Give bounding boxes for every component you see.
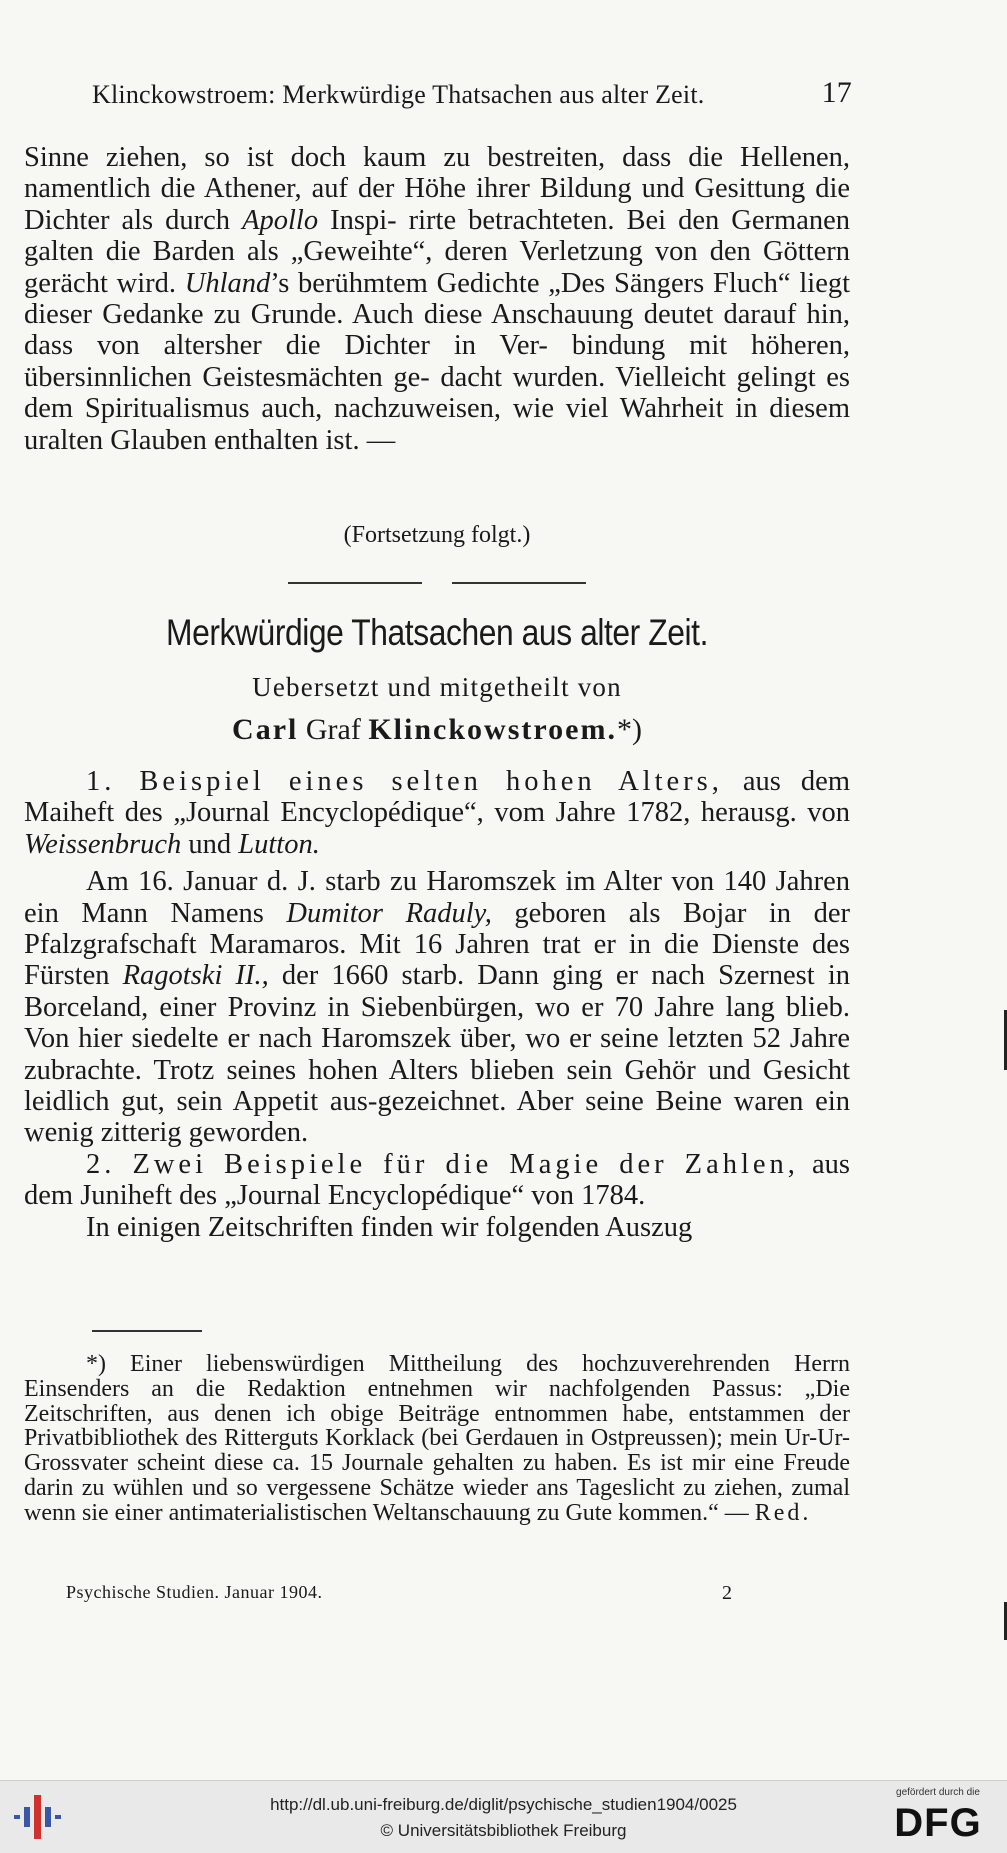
item-1-paragraph: 1. Beispiel eines selten hohen Alters, aus dem Maiheft des „Journal Encyclopédique“, vom Jahre 1782, herausg. von Weissenbruch und Lutton. [24,766,850,860]
dfg-logo[interactable] [883,1787,993,1849]
article-body [24,766,850,1243]
continuation-paragraph: Sinne ziehen, so ist doch kaum zu bestreiten, dass die Hellenen, namentlich die Athener, auf der Höhe ihrer Bildung und Gesittung die Dichter als durch Apollo Inspi- rirte betrachteten. Bei den Germanen galten die Barden als „Geweihte“, deren Verletzung von den Göttern gerächt wird. Uhland’s berühmtem Gedichte „Des Sängers Fluch“ liegt dieser Gedanke zu Grunde. Auch diese Anschauung deutet darauf hin, dass von altersher die Dichter in Ver- bindung mit höheren, übersinnlichen Geistesmächten ge- dacht wurden. Vielleicht gelingt es dem Spiritualismus auch, nachzuweisen, wie viel Wahrheit in diesem uralten Glauben enthalten ist. — [24,142,851,456]
item-2-text: In einigen Zeitschriften finden wir folgenden Auszug [86,1211,693,1243]
running-head [92,76,852,110]
copyright-text: © Universitätsbibliothek Freiburg [380,1821,627,1840]
footnote-rule [92,1330,202,1332]
funding-caption: gefördert durch die [896,1787,980,1798]
viewer-footer-bar [0,1780,1007,1853]
dfg-logo-text: DFG [894,1801,982,1845]
signature-mark: 2 [722,1582,733,1604]
document-url-link[interactable]: http://dl.ub.uni-freiburg.de/diglit/psychische_studien1904/0025 [270,1795,737,1814]
journal-footer: Psychische Studien. Januar 1904. [66,1582,323,1602]
page-number: 17 [821,76,852,109]
section-divider-right [452,582,586,584]
continuation-note: (Fortsetzung folgt.) [343,522,531,548]
item-2-paragraph: 2. Zwei Beispiele für die Magie der Zahlen, aus dem Juniheft des „Journal Encyclopédique“ von 1784. [24,1148,850,1212]
section-divider-left [288,582,422,584]
article-author: Carl Graf Klinckowstroem.*) [232,713,642,746]
footnote: *) Einer liebenswürdigen Mittheilung des hochzuverehrenden Herrn Einsenders an die Redaktion entnehmen wir nachfolgenden Passus: „Die Zeitschriften, aus denen ich obige Beiträge entnommen habe, entstammen der Privatbibliothek des Ritterguts Korklack (bei Gerdauen in Ostpreussen); mein Ur-Ur-Grossvater scheint diese ca. 15 Journale gehalten zu haben. Es ist mir eine Freude darin zu wühlen und so vergessene Schätze wieder ans Tageslicht zu ziehen, zumal wenn sie einer antimaterialistischen Weltanschauung zu Gute kommen.“ — Red. [24,1351,850,1526]
article-subtitle: Uebersetzt und mitgetheilt von [252,672,622,702]
item-1-text: Am 16. Januar d. J. starb zu Haromszek im Alter von 140 Jahren ein Mann Namens Dumitor Raduly, geboren als Bojar in der Pfalzgrafschaft Maramaros. Mit 16 Jahren trat er in die Dienste des Fürsten Ragotski II., der 1660 starb. Dann ging er nach Szernest in Borceland, einer Provinz in Siebenbürgen, wo er 70 Jahre lang blieb. Von hier siedelte er nach Haromszek über, wo er seine letzten 52 Jahre zubrachte. Trotz seines hohen Alters blieben sein Gehör und Gesicht leidlich gut, sein Appetit aus-gezeichnet. Aber seine Beine waren ein wenig zitterig geworden. [24,866,850,1149]
article-title: Merkwürdige Thatsachen aus alter Zeit. [166,612,708,653]
running-title: Klinckowstroem: Merkwürdige Thatsachen aus alter Zeit. [92,80,705,109]
